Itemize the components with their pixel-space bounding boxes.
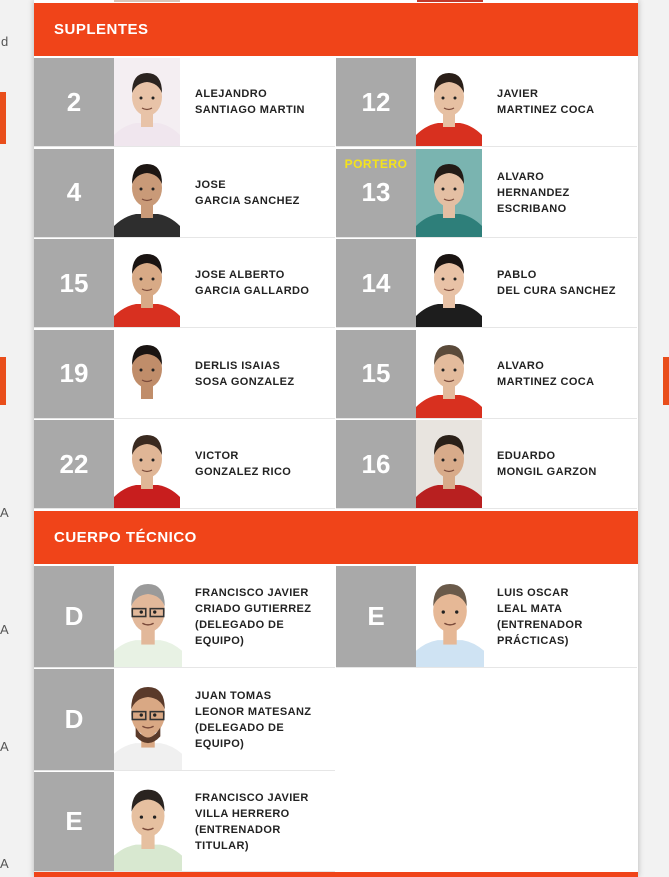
staff-name-line: LEONOR MATESANZ: [195, 705, 312, 718]
background-text: A: [0, 739, 9, 754]
player-name: [497, 58, 594, 146]
player-name-line: GONZALEZ RICO: [195, 466, 292, 479]
player-name-line: GARCIA SANCHEZ: [195, 194, 300, 207]
team-roster-modal: [34, 0, 638, 877]
staff-card[interactable]: [34, 566, 335, 668]
player-name-line: ESCRIBANO: [497, 202, 567, 215]
staff-role-letter-text: E: [367, 601, 385, 631]
next-section-header-edge: [34, 872, 638, 877]
section-header-cuerpo-tecnico: CUERPO TÉCNICO: [34, 511, 638, 564]
staff-name-line: PRÁCTICAS): [497, 634, 569, 647]
player-name-line: HERNANDEZ: [497, 186, 570, 199]
player-name-line: MARTINEZ COCA: [497, 104, 595, 116]
player-card[interactable]: [34, 239, 335, 328]
player-name-line: JOSE ALBERTO: [195, 269, 285, 282]
staff-name-line: (ENTRENADOR: [195, 823, 281, 836]
player-number-text: 14: [361, 267, 391, 298]
player-name-line: MARTINEZ COCA: [497, 375, 595, 388]
staff-card[interactable]: [34, 669, 335, 771]
staff-name-line: EQUIPO): [195, 737, 245, 750]
player-card[interactable]: [336, 149, 637, 238]
player-card[interactable]: [34, 149, 335, 238]
player-number: [336, 420, 416, 508]
player-number-text: 2: [66, 86, 82, 117]
staff-name: [195, 772, 309, 871]
player-card[interactable]: [336, 239, 637, 328]
player-photo: [416, 58, 482, 146]
staff-role-letter: [34, 669, 114, 770]
player-number: [336, 58, 416, 146]
section-header-suplentes: SUPLENTES: [34, 3, 638, 56]
player-name: [497, 330, 594, 418]
player-name: [195, 239, 309, 327]
player-name-line: EDUARDO: [497, 450, 556, 463]
player-card[interactable]: [336, 420, 637, 509]
background-header-strip: [0, 357, 6, 405]
player-number-text: 22: [59, 448, 89, 479]
player-role: PORTERO: [344, 156, 408, 171]
player-name-line: ALEJANDRO: [195, 88, 268, 100]
player-card[interactable]: [34, 420, 335, 509]
player-name-line: DERLIS ISAIAS: [195, 359, 281, 372]
player-number-text: 15: [361, 358, 391, 389]
staff-name-line: FRANCISCO JAVIER: [195, 791, 309, 804]
staff-name: [195, 566, 311, 667]
staff-card[interactable]: [34, 772, 335, 872]
player-number: [34, 239, 114, 327]
player-number: [34, 330, 114, 418]
background-header-strip: [663, 357, 669, 405]
player-photo: [416, 420, 482, 508]
player-name-line: VICTOR: [195, 450, 239, 463]
staff-name: [195, 669, 311, 770]
player-number-text: 12: [361, 86, 391, 117]
background-page-right: [638, 0, 669, 877]
player-number: [34, 58, 114, 146]
player-photo: [114, 58, 180, 146]
player-card[interactable]: [34, 58, 335, 147]
staff-role-letter-text: E: [65, 806, 83, 836]
background-text: A: [0, 856, 9, 871]
staff-name-line: EQUIPO): [195, 634, 245, 647]
staff-name-line: VILLA HERRERO: [195, 807, 290, 820]
player-number: [34, 420, 114, 508]
staff-name-line: CRIADO GUTIERREZ: [195, 602, 312, 615]
player-number-text: 13: [361, 177, 391, 208]
player-name: [195, 58, 305, 146]
staff-name: [497, 566, 583, 667]
staff-name-line: JUAN TOMAS: [195, 689, 272, 702]
player-number: [336, 330, 416, 418]
staff-name-line: (DELEGADO DE: [195, 618, 285, 631]
staff-name-line: (DELEGADO DE: [195, 721, 285, 734]
player-name: [195, 149, 300, 237]
player-name-line: PABLO: [497, 269, 537, 282]
player-photo: [416, 239, 482, 327]
staff-name-line: FRANCISCO JAVIER: [195, 586, 309, 599]
player-photo: [114, 420, 180, 508]
player-name: [195, 330, 295, 418]
background-header-strip: [0, 92, 6, 144]
player-name-line: SOSA GONZALEZ: [195, 375, 295, 388]
player-name-line: DEL CURA SANCHEZ: [497, 285, 616, 298]
previous-row-photos: [34, 0, 638, 2]
player-photo: [114, 330, 180, 418]
staff-name-line: LEAL MATA: [497, 602, 563, 615]
staff-card[interactable]: [336, 566, 637, 668]
player-name-line: ALVARO: [497, 170, 545, 183]
player-number: [34, 149, 114, 237]
player-name: [497, 420, 597, 508]
player-number-text: 4: [66, 177, 82, 208]
player-photo: [416, 149, 482, 237]
staff-name-line: (ENTRENADOR: [497, 618, 583, 631]
staff-role-letter-text: D: [64, 704, 84, 734]
staff-role-letter: [336, 566, 416, 667]
staff-name-line: TITULAR): [195, 839, 249, 852]
player-number: [336, 149, 416, 237]
player-number-text: 19: [59, 358, 89, 389]
player-card[interactable]: [336, 58, 637, 147]
staff-photo: [114, 669, 182, 770]
player-number-text: 16: [361, 448, 391, 479]
player-name-line: JOSE: [195, 178, 226, 191]
player-name-line: GARCIA GALLARDO: [195, 285, 310, 298]
player-photo: [114, 239, 180, 327]
background-text: A: [0, 505, 9, 520]
player-photo: [114, 149, 180, 237]
player-name-line: JAVIER: [497, 88, 539, 100]
player-name: [195, 420, 291, 508]
player-name-line: SANTIAGO MARTIN: [195, 104, 305, 116]
player-number-text: 15: [59, 267, 89, 298]
staff-photo: [114, 566, 182, 667]
player-name: [497, 239, 616, 327]
staff-role-letter-text: D: [64, 601, 84, 631]
player-name: [497, 149, 570, 237]
background-text: A: [0, 622, 9, 637]
player-name-line: MONGIL GARZON: [497, 466, 597, 479]
staff-role-letter: [34, 772, 114, 871]
player-card[interactable]: [34, 330, 335, 419]
staff-photo: [416, 566, 484, 667]
staff-photo: [114, 772, 182, 871]
player-number: [336, 239, 416, 327]
staff-name-line: LUIS OSCAR: [497, 586, 569, 599]
player-photo: [416, 330, 482, 418]
staff-role-letter: [34, 566, 114, 667]
background-text: d: [1, 34, 9, 49]
player-card[interactable]: [336, 330, 637, 419]
player-name-line: ALVARO: [497, 359, 545, 372]
